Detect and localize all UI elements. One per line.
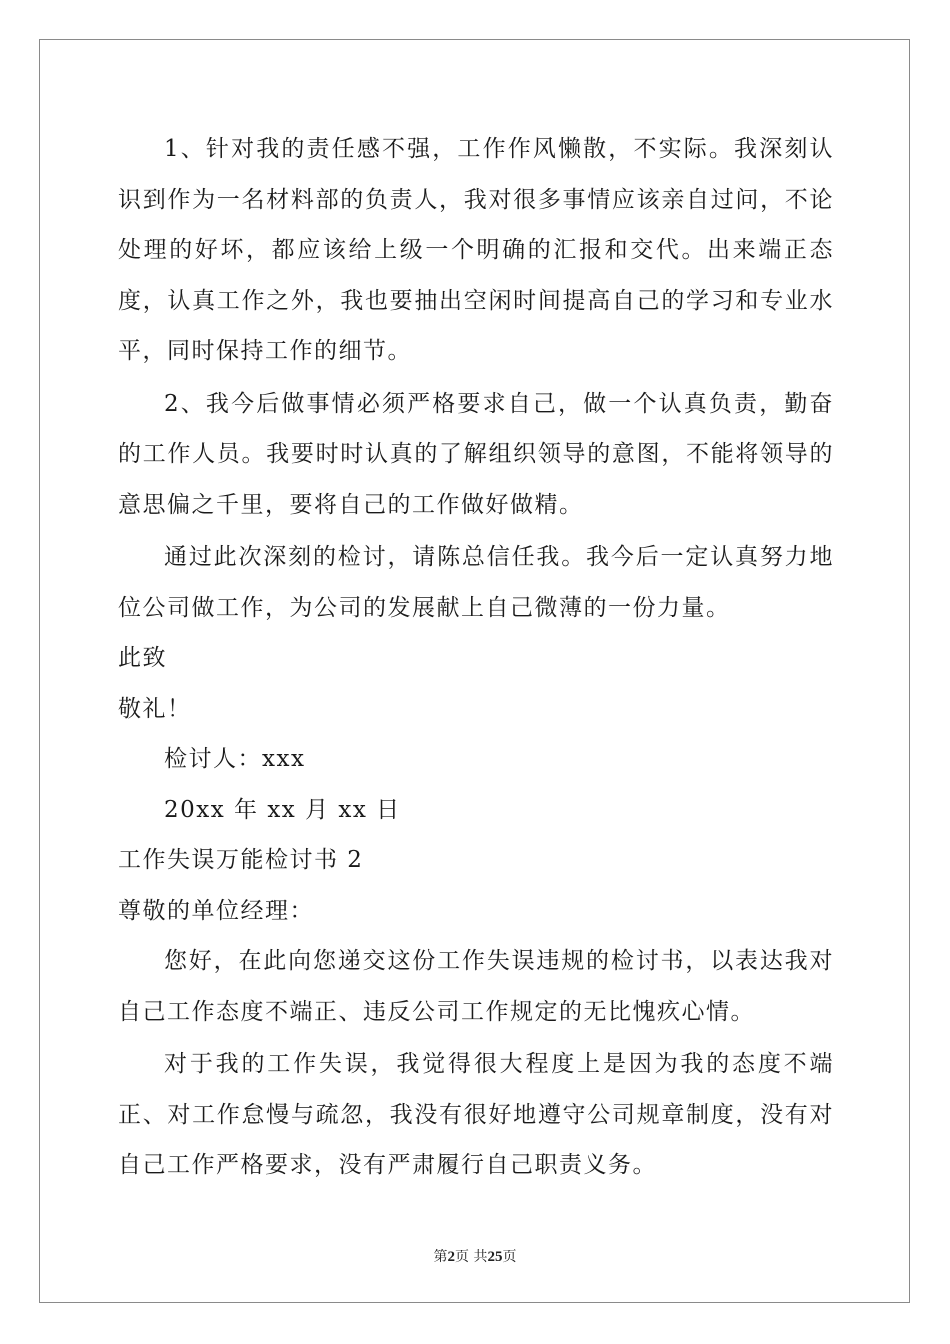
date-line: 20xx 年 xx 月 xx 日: [164, 796, 401, 823]
salutation-line: 尊敬的单位经理：: [118, 897, 314, 924]
signer-line: 检讨人：xxx: [164, 746, 306, 772]
footer-total-pages: 25: [487, 1249, 503, 1265]
section-heading: 工作失误万能检讨书 2: [118, 847, 364, 873]
paragraph-2: 2、我今后做事情必须严格要求自己，做一个认真负责，勤奋的工作人员。我要时时认真的了解组织领导的意图，不能将领导的意思偏之千里，要将自己的工作做好做精。: [118, 390, 834, 518]
page-footer: [0, 1246, 950, 1266]
paragraph-1: 1、针对我的责任感不强，工作作风懒散，不实际。我深刻认识到作为一名材料部的负责人，我对很多事情应该亲自过问，不论处理的好坏，都应该给上级一个明确的汇报和交代。出来端正态度，认真工作之外，我也要抽出空闲时间提高自己的学习和专业水平，同时保持工作的细节。: [118, 136, 834, 364]
paragraph-4: 您好，在此向您递交这份工作失误违规的检讨书，以表达我对自己工作态度不端正、违反公司工作规定的无比愧疚心情。: [118, 948, 834, 1025]
footer-prefix: 第: [433, 1249, 448, 1265]
closing-line-2: 敬礼！: [118, 695, 192, 722]
paragraph-3: 通过此次深刻的检讨，请陈总信任我。我今后一定认真努力地位公司做工作，为公司的发展献上自己微薄的一份力量。: [118, 544, 834, 621]
document-body: [118, 124, 834, 1191]
closing-line-1: 此致: [118, 645, 167, 671]
footer-page-number: 2: [447, 1249, 456, 1265]
footer-middle: 页 共: [455, 1249, 488, 1265]
footer-suffix: 页: [502, 1249, 517, 1265]
paragraph-5: 对于我的工作失误，我觉得很大程度上是因为我的态度不端正、对工作怠慢与疏忽，我没有很好地遵守公司规章制度，没有对自己工作严格要求，没有严肃履行自己职责义务。: [118, 1051, 834, 1178]
